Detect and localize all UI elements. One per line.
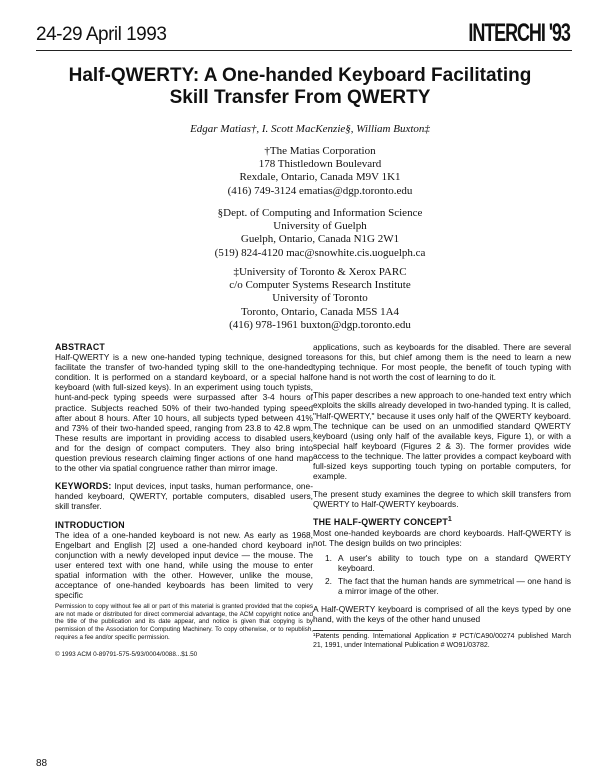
keywords-text: Input devices, input tasks, human performance, one-handed keyboard, QWERTY, portable computers, disabled users, skill transfer. [55, 481, 314, 512]
title-line-2: Skill Transfer From QWERTY [169, 87, 431, 108]
affiliation-line: Guelph, Ontario, Canada N1G 2W1 [240, 233, 400, 246]
affiliation-guelph [170, 207, 470, 260]
list-item [313, 576, 571, 596]
running-header-date: 24-29 April 1993 [36, 24, 167, 45]
list-item-text: The fact that the human hands are symmetrical — one hand is a mirror image of the other. [338, 575, 571, 596]
patent-footnote: ¹Patents pending. International Application # PCT/CA90/00274 published March 21, 1991, under International Publication # WO91/03782. [313, 633, 571, 649]
list-item [313, 553, 571, 573]
list-item-number: 2. [325, 575, 332, 586]
affiliation-line: (519) 824-4120 mac@snowhite.cis.uoguelph.ca [214, 246, 426, 259]
affiliation-line: University of Guelph [273, 220, 367, 233]
affiliation-line: (416) 978-1961 buxton@dgp.toronto.edu [229, 318, 411, 331]
copyright-line: © 1993 ACM 0-89791-575-5/93/0004/0088...$1.50 [55, 651, 198, 659]
affiliation-line: §Dept. of Computing and Information Science [217, 207, 423, 219]
abstract-text: Half-QWERTY is a new one-handed typing technique, designed to facilitate the transfer of two-handed typing skill to the one-handed condition. It is performed on a standard keyboard, or a special half keyboard (with full-sized keys). In an experiment using touch typists, hunt-and-peck typing speeds were surpassed after 3-4 hours of practice. Subjects reached 50% of their two-handed typing speed after about 8 hours. After 10 hours, all subjects typed between 41% and 73% of their two-handed speed, ranging from 23.8 to 42.8 wpm. These results are important in providing access to disabled users, and for the design of compact computers. They also bring into question previous research claiming finger actions of one hand map to the other via spatial congruence rather than mirror image. [55, 352, 313, 474]
affiliation-line: Rexdale, Ontario, Canada M9V 1K1 [239, 171, 401, 184]
concept-text: Most one-handed keyboards are chord keyboards. Half-QWERTY is not. The design builds on two principles: [313, 527, 571, 548]
right-paragraph-3: The present study examines the degree to which skill transfers from QWERTY to Half-QWERTY keyboards. [313, 489, 571, 510]
affiliation-line: University of Toronto [272, 292, 368, 305]
keywords-paragraph [55, 481, 313, 511]
affiliation-line: Toronto, Ontario, Canada M5S 1A4 [240, 305, 400, 318]
concept-heading [313, 517, 571, 527]
author-list: Edgar Matias†, I. Scott MacKenzie§, William Buxton‡ [190, 123, 430, 135]
abstract-heading: ABSTRACT [55, 342, 105, 352]
principles-list [313, 553, 571, 596]
permission-notice: Permission to copy without fee all or part of this material is granted provided that the copies are not made or distributed for direct commercial advantage, the ACM copyright notice and the title of the publication and its date appear, and notice is given that copying is by permission of the Association for Computing Machinery. To copy otherwise, or to republish, requires a fee and/or specific permission. [55, 603, 313, 641]
keywords-label: KEYWORDS: [55, 481, 112, 492]
affiliation-matias [170, 145, 470, 198]
list-item-text: A user's ability to touch type on a standard QWERTY keyboard. [338, 552, 571, 573]
concept-footnote-mark: 1 [447, 516, 453, 524]
right-paragraph-4: A Half-QWERTY keyboard is comprised of all the keys typed by one hand, with the keys of the other hand unused [313, 604, 571, 625]
concept-heading-text: THE HALF-QWERTY CONCEPT [313, 517, 448, 528]
introduction-heading: INTRODUCTION [55, 519, 125, 530]
affiliation-line: ‡University of Toronto & Xerox PARC [233, 266, 407, 278]
running-header-conference: INTERCHI '93 [468, 19, 570, 47]
affiliation-line: c/o Computer Systems Research Institute [229, 279, 411, 292]
footnote-rule [313, 630, 383, 631]
affiliation-line: †The Matias Corporation [264, 145, 376, 157]
list-item-number: 1. [325, 552, 332, 563]
left-column [55, 342, 313, 660]
page-number: 88 [36, 758, 48, 769]
paper-title [50, 65, 550, 109]
affiliation-line: (416) 749-3124 ematias@dgp.toronto.edu [227, 184, 413, 197]
header-rule [36, 50, 572, 51]
right-paragraph-1: applications, such as keyboards for the disabled. There are several reasons for this, but chief among them is the need to learn a new typing technique. For most people, the benefit of touch typing with one hand is not worth the cost of learning to do it. [313, 342, 571, 383]
right-paragraph-2: This paper describes a new approach to one-handed text entry which exploits the skills already developed in two-handed typing. It is called, "Half-QWERTY," because it uses only half of the QWERTY keyboard. The technique can be used on an unmodified standard QWERTY keyboard (using only half of the available keys, Figure 1), or with a special half keyboard (Figures 2 & 3). The former provides wide access to the technique. The latter provides a compact keyboard with full-sized keys supporting touch typing on portable computers, for example. [313, 390, 571, 482]
right-column [313, 342, 571, 650]
title-line-1: Half-QWERTY: A One-handed Keyboard Facilitating [68, 65, 532, 86]
affiliation-line: 178 Thistledown Boulevard [258, 158, 382, 171]
introduction-text: The idea of a one-handed keyboard is not new. As early as 1968, Engelbart and English [2] used a one-handed chord keyboard in conjunction with a newly developed input device — the mouse. The user entered text with one hand, while using the mouse to enter spatial information with the other. However, unlike the mouse, acceptance of one-handed keyboards has been limited to very specific [55, 529, 313, 601]
affiliation-toronto [170, 266, 470, 332]
